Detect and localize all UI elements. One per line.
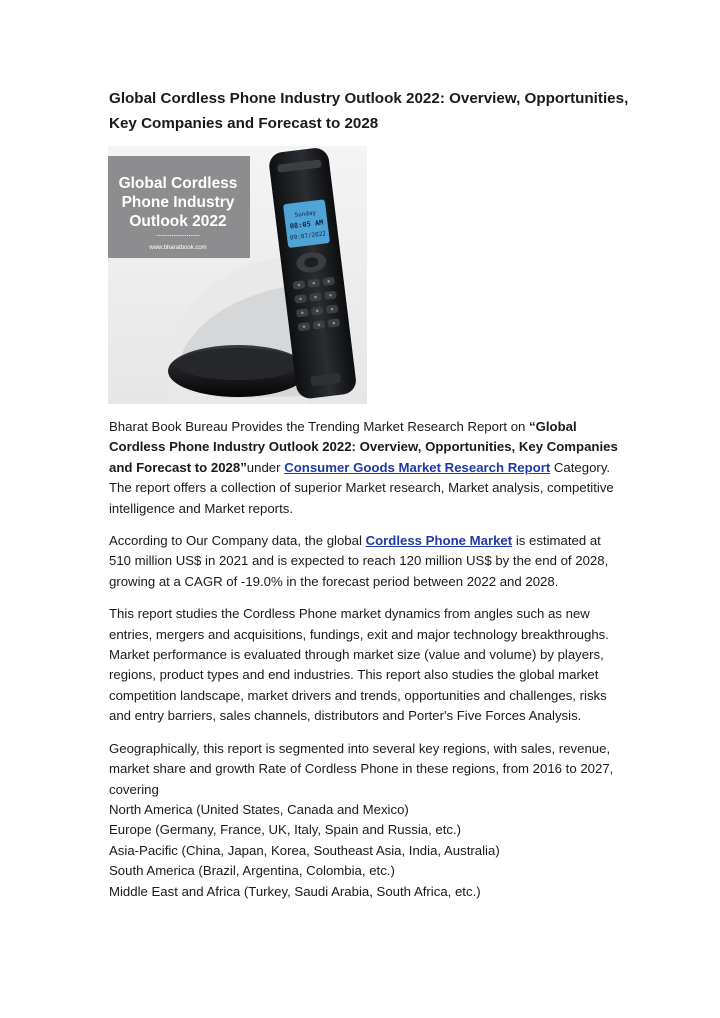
paragraph-market-size: According to Our Company data, the global Cordless Phone Market is estimated at 510 million US$ in 2021 and is expected to reach 120 million US$ by the end of 2028, growing at a CAGR of -19.0% in the forecast period between 2022 and 2028.	[109, 533, 609, 589]
cover-title-line1: Global Cordless	[118, 175, 238, 192]
cover-dots: •••••••••••••••••••••••	[156, 234, 200, 238]
cover-title-line2: Phone Industry	[121, 194, 235, 211]
paragraph-intro: Bharat Book Bureau Provides the Trending Market Research Report on “Global Cordless Phone Industry Outlook 2022: Overview, Opportunities, Key Companies and Forecast to 2028”under Consumer Goods Market Research Report Category. The report offers a collection of superior Market research, Market analysis, competitive intelligence and Market reports.	[109, 419, 618, 516]
cover-image	[108, 146, 367, 404]
paragraph-regions	[109, 739, 624, 902]
paragraph-dynamics: This report studies the Cordless Phone market dynamics from angles such as new entries, mergers and acquisitions, fundings, exit and major technology breakthroughs. Market performance is evaluated through market size (value and volume) by players, regions, product types and end industries. This report also studies the global market competition landscape, market drivers and trends, opportunities and challenges, risks and entry barriers, sales channels, distributors and Porter's Five Forces Analysis.	[109, 606, 609, 724]
cordless-phone-market-link[interactable]: Cordless Phone Market	[365, 533, 513, 549]
document-body	[109, 417, 624, 914]
svg-text:Sunday: Sunday	[294, 209, 317, 219]
region-item: Asia-Pacific (China, Japan, Korea, Southeast Asia, India, Australia)	[109, 842, 500, 858]
cover-website: www.bharatbook.com	[149, 245, 207, 251]
report-title-bold: “Global Cordless Phone Industry Outlook 2022: Overview, Opportunities, Key Companies and Forecast to 2028”	[109, 419, 618, 475]
region-item: North America (United States, Canada and Mexico)	[109, 801, 409, 817]
region-item: Europe (Germany, France, UK, Italy, Spain and Russia, etc.)	[109, 822, 462, 838]
regions-intro: Geographically, this report is segmented into several key regions, with sales, revenue, market share and growth Rate of Cordless Phone in these regions, from 2016 to 2027, covering	[109, 740, 614, 797]
cover-title-line3: Outlook 2022	[129, 213, 227, 230]
consumer-goods-report-link[interactable]: Consumer Goods Market Research Report	[284, 459, 551, 475]
region-item: South America (Brazil, Argentina, Colombia, etc.)	[109, 863, 395, 879]
region-item: Middle East and Africa (Turkey, Saudi Arabia, South Africa, etc.)	[109, 883, 481, 899]
svg-text:09:07/2022: 09:07/2022	[289, 230, 327, 242]
svg-text:08:05 AM: 08:05 AM	[289, 218, 324, 231]
document-title: Global Cordless Phone Industry Outlook 2022: Overview, Opportunities, Key Companies and Forecast to 2028	[109, 90, 629, 132]
